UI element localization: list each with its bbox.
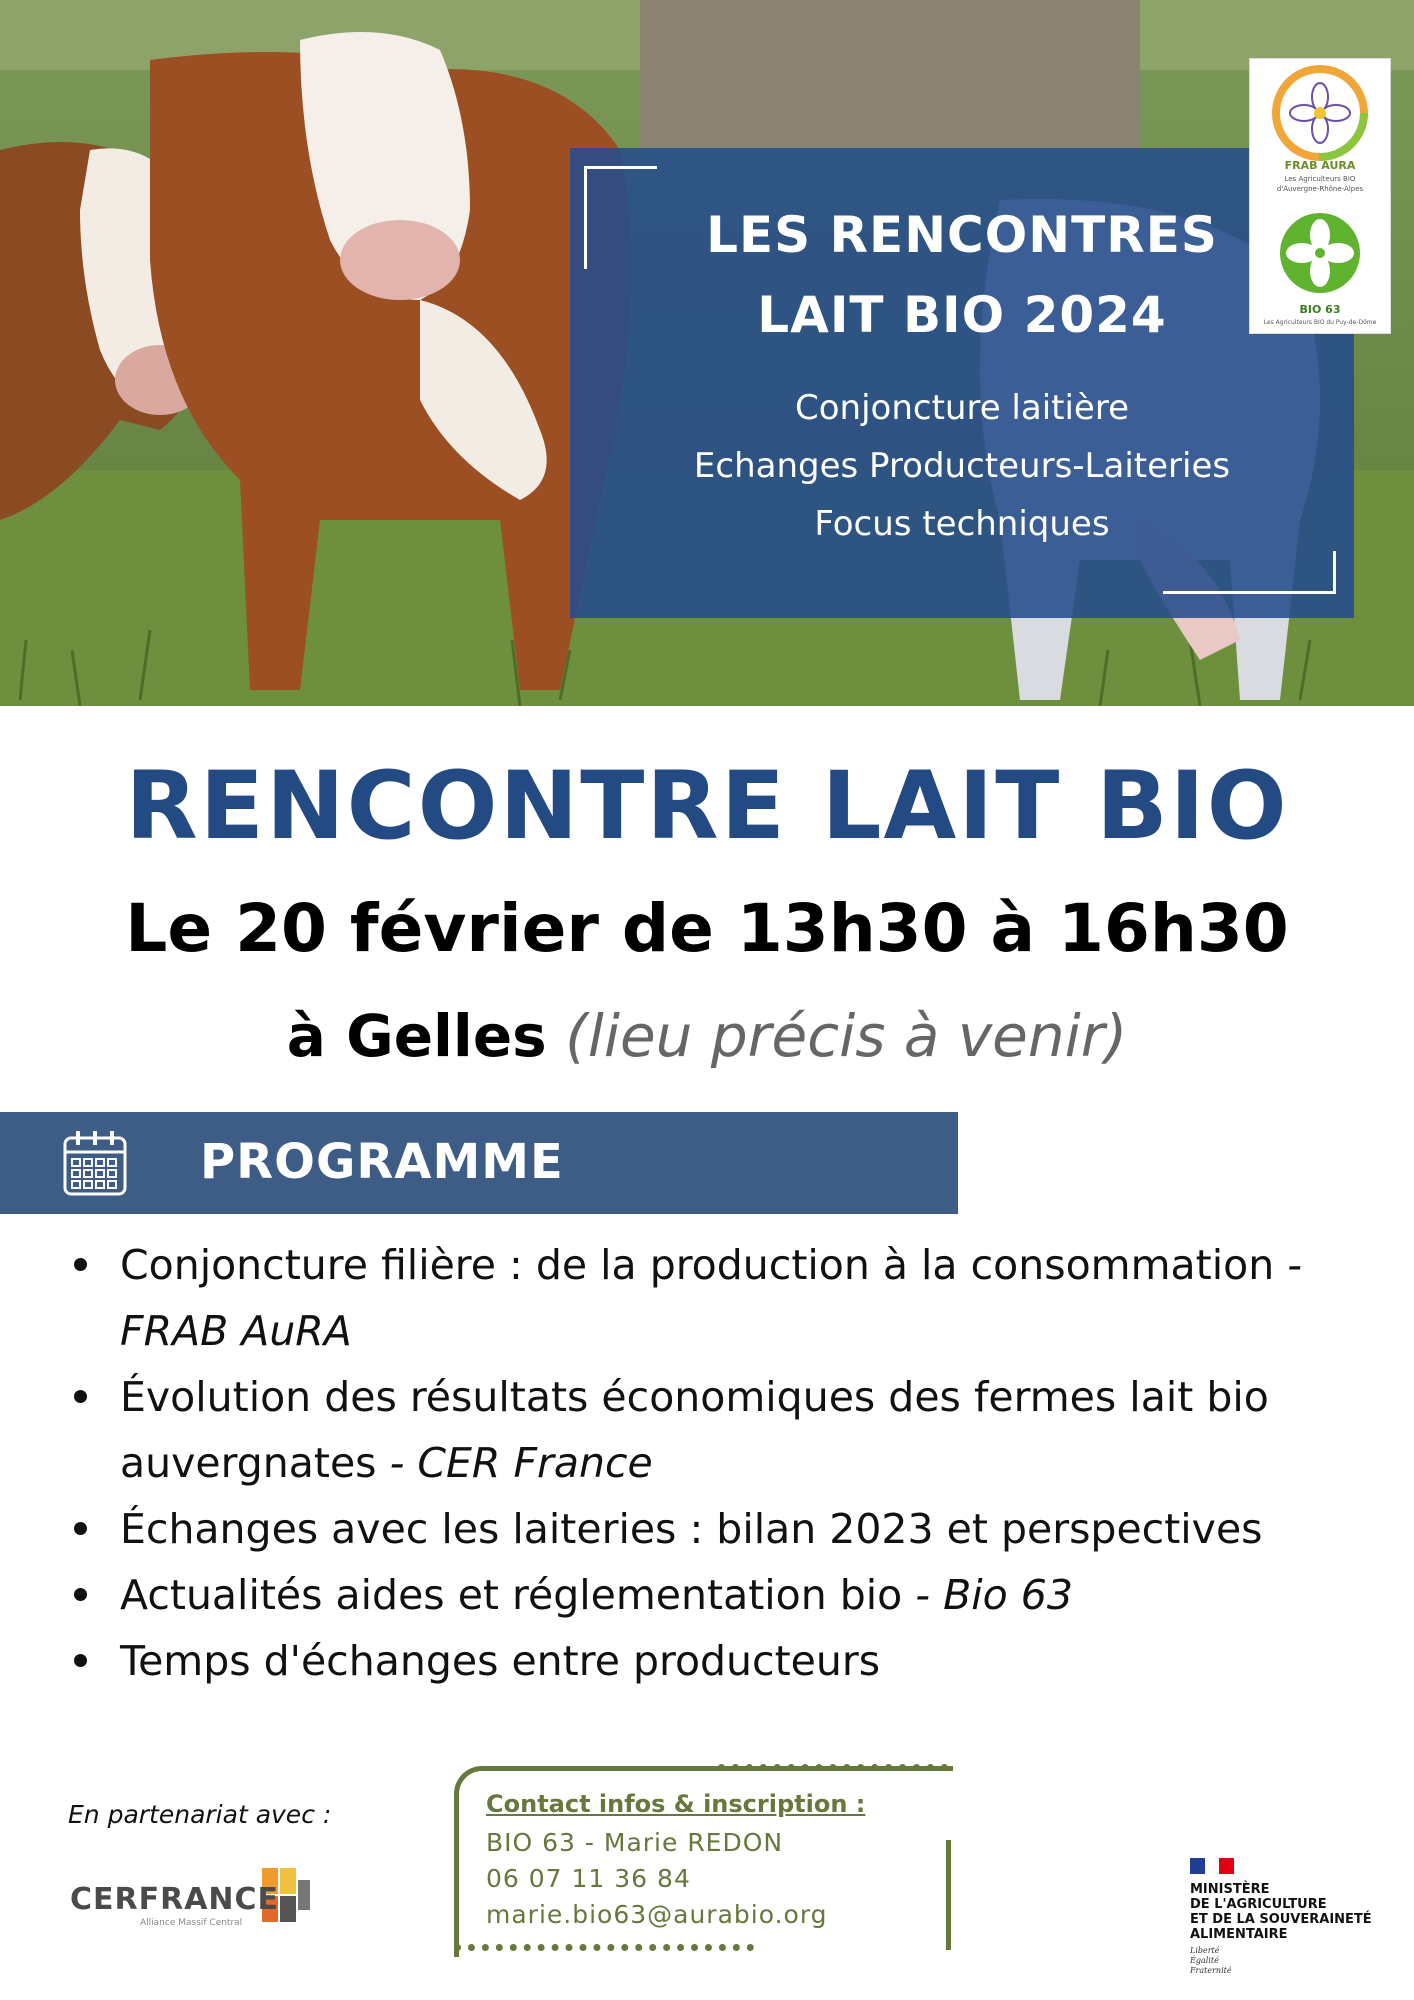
cerfrance-name: CERFRANCE (70, 1882, 280, 1917)
ministry-logo (1190, 1858, 1390, 1976)
event-place (0, 1002, 1414, 1070)
list-item: Temps d'échanges entre producteurs (70, 1628, 1390, 1694)
contact-email[interactable]: marie.bio63@aurabio.org (486, 1900, 828, 1929)
cerfrance-logo (70, 1860, 340, 1940)
list-item: Actualités aides et réglementation bio - Bio 63 (70, 1562, 1390, 1628)
bio63-logo-icon (1250, 207, 1390, 307)
banner-topic: Echanges Producteurs-Laiteries (693, 446, 1231, 486)
bio63-tagline: Les Agriculteurs BIO du Puy-de-Dôme (1263, 319, 1377, 326)
hero-photo (0, 0, 1414, 706)
cerfrance-sub: Alliance Massif Central (140, 1918, 243, 1928)
calendar-icon (62, 1128, 128, 1198)
decor-corner (1163, 551, 1336, 594)
event-city: à Gelles (286, 1002, 547, 1070)
decor-dots (718, 1764, 948, 1777)
partner-logos-panel (1249, 58, 1391, 334)
banner-title-line1: LES RENCONTRES (706, 206, 1218, 264)
contact-heading: Contact infos & inscription : (486, 1790, 866, 1818)
page-title: RENCONTRE LAIT BIO (125, 752, 1289, 861)
programme-label: PROGRAMME (200, 1134, 564, 1190)
decor-line (940, 1840, 951, 1950)
frab-name: FRAB AURA (1284, 159, 1356, 172)
frab-tagline: Les Agriculteurs BIO (1284, 175, 1356, 183)
french-flag-icon (1190, 1858, 1234, 1874)
programme-list (70, 1232, 1390, 1694)
banner-title-line2: LAIT BIO 2024 (757, 286, 1167, 344)
contact-name: BIO 63 - Marie REDON (486, 1828, 784, 1857)
decor-dots (454, 1944, 754, 1957)
ministry-motto: Liberté Égalité Fraternité (1190, 1946, 1232, 1975)
bio63-name: BIO 63 (1299, 303, 1341, 316)
partner-label: En partenariat avec : (68, 1800, 332, 1829)
list-item: Conjoncture filière : de la production à la consommation - FRAB AuRA (70, 1232, 1390, 1364)
event-date: Le 20 février de 13h30 à 16h30 (125, 890, 1289, 967)
banner-topic: Conjoncture laitière (795, 388, 1129, 428)
banner-topic: Focus techniques (814, 504, 1110, 544)
list-item: Évolution des résultats économiques des fermes lait bio auvergnates - CER France (70, 1364, 1390, 1496)
event-place-note: (lieu précis à venir) (565, 1002, 1128, 1070)
programme-header (0, 1112, 958, 1214)
frab-tagline: d'Auvergne-Rhône-Alpes (1276, 185, 1364, 193)
ministry-name: MINISTÈRE DE L'AGRICULTURE ET DE LA SOUVERAINETÉ ALIMENTAIRE (1190, 1882, 1372, 1942)
event-banner-box (570, 148, 1354, 618)
contact-phone[interactable]: 06 07 11 36 84 (486, 1864, 691, 1893)
list-item: Échanges avec les laiteries : bilan 2023 et perspectives (70, 1496, 1390, 1562)
